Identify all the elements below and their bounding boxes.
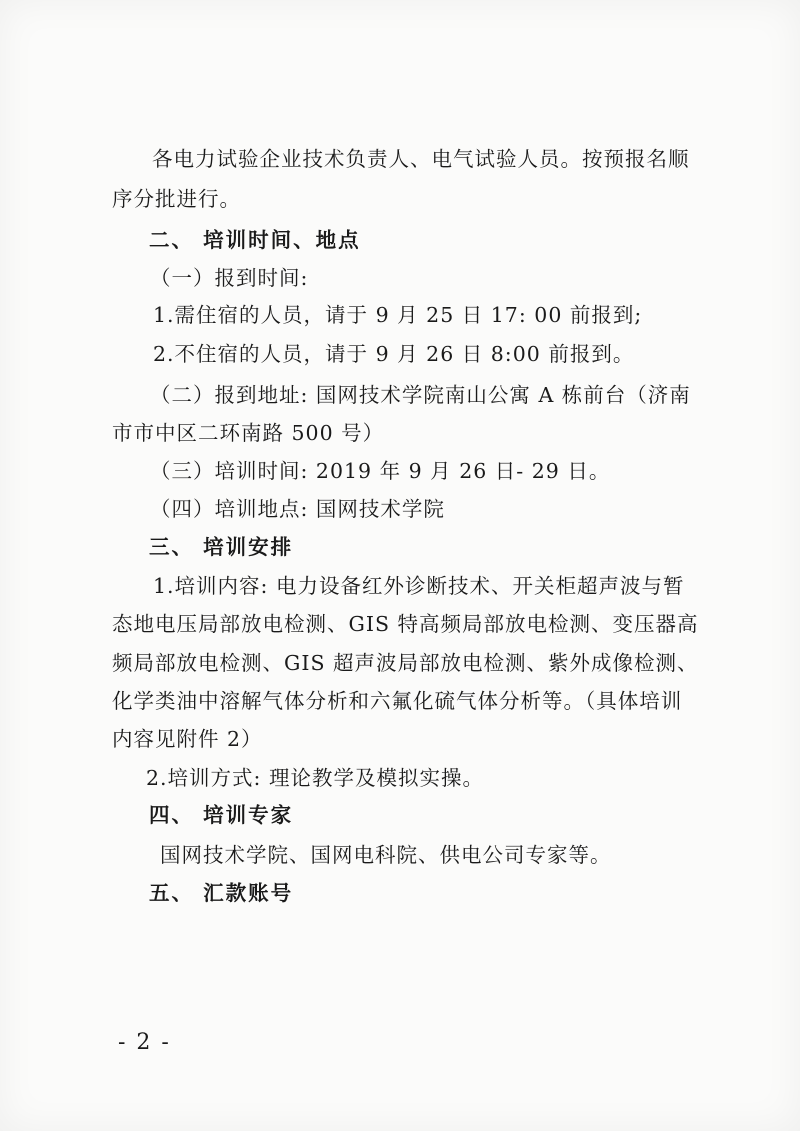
subsection-line: （三）培训时间: 2019 年 9 月 26 日- 29 日。 bbox=[150, 459, 611, 483]
list-item: 2.培训方式: 理论教学及模拟实操。 bbox=[146, 766, 484, 790]
paragraph-line: 态地电压局部放电检测、GIS 特高频局部放电检测、变压器高 bbox=[112, 612, 699, 636]
section-heading: 二、 培训时间、地点 bbox=[149, 228, 361, 252]
paragraph-line: 市市中区二环南路 500 号） bbox=[112, 421, 385, 445]
subsection-line: （四）培训地点: 国网技术学院 bbox=[150, 497, 445, 521]
paragraph-line: 国网技术学院、国网电科院、供电公司专家等。 bbox=[160, 843, 612, 867]
section-heading: 五、 汇款账号 bbox=[149, 881, 294, 905]
subsection-heading: （一）报到时间: bbox=[150, 266, 309, 290]
paragraph-line: 化学类油中溶解气体分析和六氟化硫气体分析等。（具体培训 bbox=[112, 689, 683, 713]
paragraph-line: 各电力试验企业技术负责人、电气试验人员。按预报名顺 bbox=[152, 147, 690, 171]
page-number: - 2 - bbox=[118, 1030, 171, 1055]
paragraph-line: 1.培训内容: 电力设备红外诊断技术、开关柜超声波与暂 bbox=[153, 574, 685, 598]
paragraph-line: 频局部放电检测、GIS 超声波局部放电检测、紫外成像检测、 bbox=[112, 651, 699, 675]
list-item: 2.不住宿的人员，请于 9 月 26 日 8:00 前报到。 bbox=[153, 342, 635, 366]
paragraph-line: 内容见附件 2） bbox=[112, 727, 263, 751]
paragraph-line: 序分批进行。 bbox=[112, 187, 241, 211]
section-heading: 四、 培训专家 bbox=[149, 803, 294, 827]
section-heading: 三、 培训安排 bbox=[149, 535, 294, 559]
list-item: 1.需住宿的人员，请于 9 月 25 日 17: 00 前报到; bbox=[153, 303, 643, 327]
paragraph-line: （二）报到地址: 国网技术学院南山公寓 A 栋前台（济南 bbox=[150, 383, 691, 407]
